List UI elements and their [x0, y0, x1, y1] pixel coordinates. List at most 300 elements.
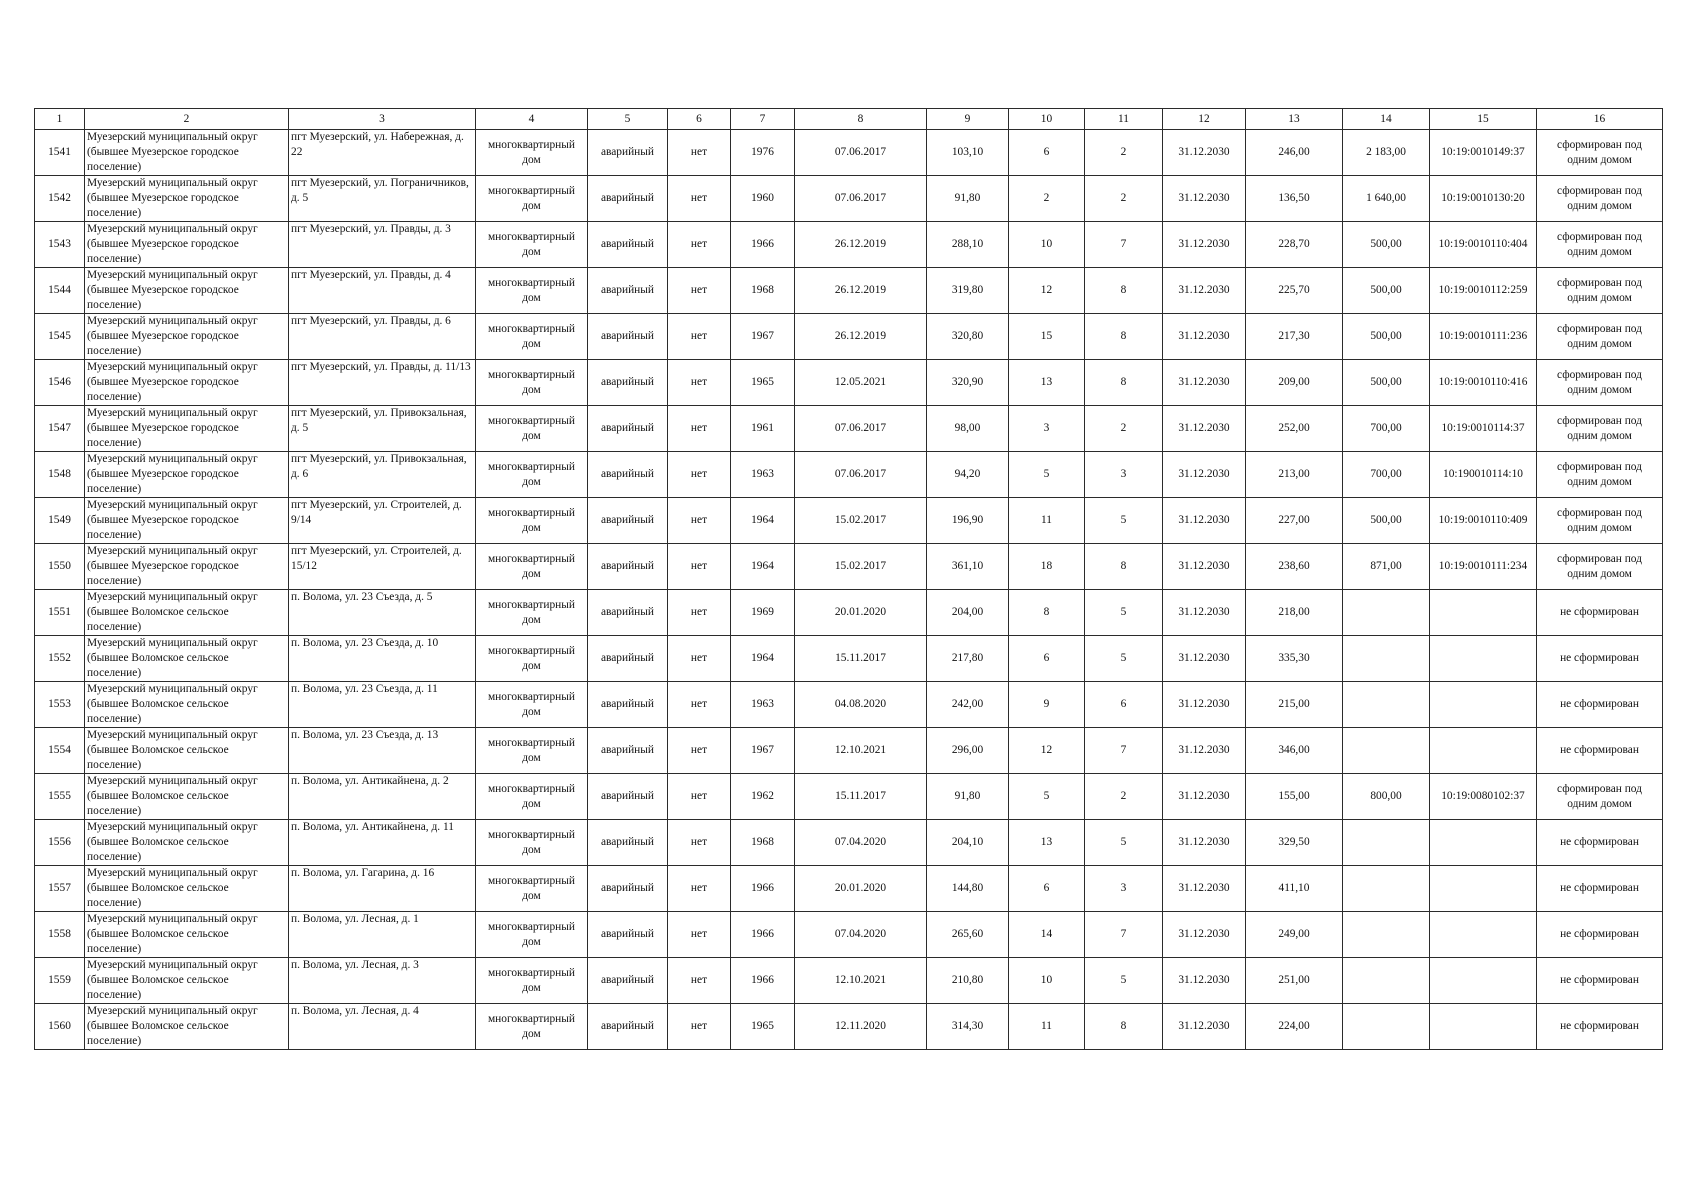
- cell-municipality: Муезерский муниципальный округ (бывшее Воломское сельское поселение): [85, 636, 289, 682]
- cell-deadline: 31.12.2030: [1163, 130, 1246, 176]
- cell-cost: 329,50: [1246, 820, 1343, 866]
- cell-house-type: многоквартирный дом: [476, 314, 588, 360]
- cell-flats: 3: [1085, 866, 1163, 912]
- cell-row-number: 1556: [35, 820, 85, 866]
- cell-flag: нет: [668, 590, 731, 636]
- cell-cost: 209,00: [1246, 360, 1343, 406]
- cell-deadline: 31.12.2030: [1163, 866, 1246, 912]
- cell-flag: нет: [668, 452, 731, 498]
- table-row: [35, 452, 1663, 498]
- cell-deadline: 31.12.2030: [1163, 452, 1246, 498]
- cell-flag: нет: [668, 774, 731, 820]
- cell-year-built: 1960: [731, 176, 795, 222]
- cell-condition: аварийный: [588, 866, 668, 912]
- table-row: [35, 728, 1663, 774]
- cell-cadastral-number: [1430, 636, 1537, 682]
- cell-house-type: многоквартирный дом: [476, 774, 588, 820]
- cell-address: пгт Муезерский, ул. Строителей, д. 9/14: [289, 498, 476, 544]
- cell-cadastral-number: 10:19:0010111:234: [1430, 544, 1537, 590]
- cell-deadline: 31.12.2030: [1163, 268, 1246, 314]
- cell-cadastral-number: 10:19:0010130:20: [1430, 176, 1537, 222]
- cell-house-type: многоквартирный дом: [476, 958, 588, 1004]
- cell-flag: нет: [668, 682, 731, 728]
- cell-row-number: 1546: [35, 360, 85, 406]
- cell-flag: нет: [668, 406, 731, 452]
- table-row: [35, 176, 1663, 222]
- cell-deadline: 31.12.2030: [1163, 314, 1246, 360]
- cell-flag: нет: [668, 314, 731, 360]
- cell-house-type: многоквартирный дом: [476, 820, 588, 866]
- cell-municipality: Муезерский муниципальный округ (бывшее Воломское сельское поселение): [85, 682, 289, 728]
- cell-land-status: не сформирован: [1537, 912, 1663, 958]
- cell-recognition-date: 04.08.2020: [795, 682, 927, 728]
- cell-land-area: [1343, 728, 1430, 774]
- cell-recognition-date: 12.10.2021: [795, 958, 927, 1004]
- cell-residents: 18: [1009, 544, 1085, 590]
- cell-municipality: Муезерский муниципальный округ (бывшее Муезерское городское поселение): [85, 406, 289, 452]
- cell-land-status: сформирован под одним домом: [1537, 774, 1663, 820]
- cell-address: пгт Муезерский, ул. Пограничников, д. 5: [289, 176, 476, 222]
- cell-flats: 2: [1085, 774, 1163, 820]
- cell-area: 91,80: [927, 176, 1009, 222]
- column-header-7: 7: [731, 109, 795, 130]
- cell-land-area: [1343, 682, 1430, 728]
- cell-address: п. Волома, ул. 23 Съезда, д. 13: [289, 728, 476, 774]
- cell-land-area: [1343, 866, 1430, 912]
- cell-flag: нет: [668, 130, 731, 176]
- cell-recognition-date: 26.12.2019: [795, 314, 927, 360]
- cell-condition: аварийный: [588, 360, 668, 406]
- cell-area: 314,30: [927, 1004, 1009, 1050]
- cell-year-built: 1966: [731, 222, 795, 268]
- cell-deadline: 31.12.2030: [1163, 544, 1246, 590]
- column-header-9: 9: [927, 109, 1009, 130]
- cell-flats: 5: [1085, 590, 1163, 636]
- cell-flats: 2: [1085, 406, 1163, 452]
- cell-area: 196,90: [927, 498, 1009, 544]
- cell-address: пгт Муезерский, ул. Правды, д. 3: [289, 222, 476, 268]
- cell-flag: нет: [668, 728, 731, 774]
- cell-row-number: 1544: [35, 268, 85, 314]
- cell-row-number: 1548: [35, 452, 85, 498]
- cell-condition: аварийный: [588, 1004, 668, 1050]
- cell-cost: 411,10: [1246, 866, 1343, 912]
- cell-flats: 8: [1085, 268, 1163, 314]
- cell-address: п. Волома, ул. Антикайнена, д. 2: [289, 774, 476, 820]
- cell-flag: нет: [668, 866, 731, 912]
- cell-row-number: 1555: [35, 774, 85, 820]
- cell-year-built: 1968: [731, 820, 795, 866]
- cell-condition: аварийный: [588, 406, 668, 452]
- cell-flag: нет: [668, 360, 731, 406]
- cell-cost: 217,30: [1246, 314, 1343, 360]
- cell-recognition-date: 26.12.2019: [795, 268, 927, 314]
- cell-land-area: 500,00: [1343, 268, 1430, 314]
- cell-area: 94,20: [927, 452, 1009, 498]
- cell-recognition-date: 12.10.2021: [795, 728, 927, 774]
- cell-house-type: многоквартирный дом: [476, 728, 588, 774]
- cell-flats: 5: [1085, 636, 1163, 682]
- column-header-4: 4: [476, 109, 588, 130]
- cell-municipality: Муезерский муниципальный округ (бывшее Воломское сельское поселение): [85, 820, 289, 866]
- cell-recognition-date: 20.01.2020: [795, 590, 927, 636]
- cell-year-built: 1969: [731, 590, 795, 636]
- cell-land-area: 500,00: [1343, 498, 1430, 544]
- cell-deadline: 31.12.2030: [1163, 222, 1246, 268]
- cell-land-status: сформирован под одним домом: [1537, 406, 1663, 452]
- cell-flats: 8: [1085, 314, 1163, 360]
- cell-cost: 249,00: [1246, 912, 1343, 958]
- cell-flats: 8: [1085, 544, 1163, 590]
- cell-cadastral-number: [1430, 1004, 1537, 1050]
- cell-cadastral-number: 10:190010114:10: [1430, 452, 1537, 498]
- cell-land-status: не сформирован: [1537, 682, 1663, 728]
- cell-area: 320,80: [927, 314, 1009, 360]
- table-row: [35, 222, 1663, 268]
- cell-address: пгт Муезерский, ул. Правды, д. 11/13: [289, 360, 476, 406]
- table-row: [35, 406, 1663, 452]
- cell-municipality: Муезерский муниципальный округ (бывшее Муезерское городское поселение): [85, 498, 289, 544]
- cell-year-built: 1976: [731, 130, 795, 176]
- cell-municipality: Муезерский муниципальный округ (бывшее Воломское сельское поселение): [85, 728, 289, 774]
- cell-condition: аварийный: [588, 912, 668, 958]
- cell-house-type: многоквартирный дом: [476, 268, 588, 314]
- table-row: [35, 314, 1663, 360]
- cell-house-type: многоквартирный дом: [476, 544, 588, 590]
- cell-flats: 2: [1085, 176, 1163, 222]
- cell-flats: 8: [1085, 1004, 1163, 1050]
- cell-year-built: 1968: [731, 268, 795, 314]
- cell-land-area: 500,00: [1343, 222, 1430, 268]
- cell-land-status: сформирован под одним домом: [1537, 498, 1663, 544]
- cell-recognition-date: 07.06.2017: [795, 176, 927, 222]
- cell-municipality: Муезерский муниципальный округ (бывшее Муезерское городское поселение): [85, 268, 289, 314]
- cell-house-type: многоквартирный дом: [476, 130, 588, 176]
- cell-land-status: сформирован под одним домом: [1537, 360, 1663, 406]
- cell-condition: аварийный: [588, 728, 668, 774]
- cell-cost: 251,00: [1246, 958, 1343, 1004]
- cell-cadastral-number: 10:19:0010114:37: [1430, 406, 1537, 452]
- cell-recognition-date: 07.04.2020: [795, 820, 927, 866]
- cell-recognition-date: 15.11.2017: [795, 636, 927, 682]
- cell-land-area: [1343, 590, 1430, 636]
- table-body: [35, 130, 1663, 1050]
- cell-year-built: 1967: [731, 314, 795, 360]
- column-header-12: 12: [1163, 109, 1246, 130]
- cell-land-status: не сформирован: [1537, 636, 1663, 682]
- cell-residents: 12: [1009, 728, 1085, 774]
- cell-area: 210,80: [927, 958, 1009, 1004]
- cell-land-status: сформирован под одним домом: [1537, 314, 1663, 360]
- table-row: [35, 774, 1663, 820]
- cell-year-built: 1961: [731, 406, 795, 452]
- cell-municipality: Муезерский муниципальный округ (бывшее Воломское сельское поселение): [85, 590, 289, 636]
- cell-area: 103,10: [927, 130, 1009, 176]
- cell-flag: нет: [668, 820, 731, 866]
- cell-condition: аварийный: [588, 130, 668, 176]
- cell-recognition-date: 15.02.2017: [795, 498, 927, 544]
- cell-year-built: 1964: [731, 498, 795, 544]
- cell-land-status: не сформирован: [1537, 590, 1663, 636]
- cell-address: пгт Муезерский, ул. Правды, д. 6: [289, 314, 476, 360]
- cell-land-area: 500,00: [1343, 314, 1430, 360]
- cell-row-number: 1559: [35, 958, 85, 1004]
- cell-year-built: 1965: [731, 1004, 795, 1050]
- cell-flag: нет: [668, 268, 731, 314]
- cell-residents: 12: [1009, 268, 1085, 314]
- cell-cadastral-number: [1430, 912, 1537, 958]
- cell-flats: 7: [1085, 222, 1163, 268]
- cell-condition: аварийный: [588, 268, 668, 314]
- cell-address: пгт Муезерский, ул. Набережная, д. 22: [289, 130, 476, 176]
- cell-recognition-date: 07.06.2017: [795, 406, 927, 452]
- cell-house-type: многоквартирный дом: [476, 452, 588, 498]
- cell-residents: 13: [1009, 820, 1085, 866]
- cell-deadline: 31.12.2030: [1163, 958, 1246, 1004]
- table-row: [35, 1004, 1663, 1050]
- table-row: [35, 590, 1663, 636]
- cell-cost: 346,00: [1246, 728, 1343, 774]
- cell-year-built: 1964: [731, 544, 795, 590]
- table-row: [35, 130, 1663, 176]
- cell-residents: 6: [1009, 636, 1085, 682]
- cell-recognition-date: 07.06.2017: [795, 452, 927, 498]
- cell-area: 320,90: [927, 360, 1009, 406]
- cell-address: п. Волома, ул. Антикайнена, д. 11: [289, 820, 476, 866]
- cell-year-built: 1963: [731, 452, 795, 498]
- cell-condition: аварийный: [588, 636, 668, 682]
- cell-municipality: Муезерский муниципальный округ (бывшее Муезерское городское поселение): [85, 314, 289, 360]
- cell-deadline: 31.12.2030: [1163, 406, 1246, 452]
- cell-deadline: 31.12.2030: [1163, 498, 1246, 544]
- cell-flag: нет: [668, 176, 731, 222]
- cell-land-status: сформирован под одним домом: [1537, 452, 1663, 498]
- cell-residents: 9: [1009, 682, 1085, 728]
- cell-flag: нет: [668, 498, 731, 544]
- cell-land-area: 2 183,00: [1343, 130, 1430, 176]
- cell-municipality: Муезерский муниципальный округ (бывшее Муезерское городское поселение): [85, 176, 289, 222]
- cell-year-built: 1963: [731, 682, 795, 728]
- cell-cost: 155,00: [1246, 774, 1343, 820]
- cell-flats: 5: [1085, 498, 1163, 544]
- cell-area: 288,10: [927, 222, 1009, 268]
- cell-cadastral-number: 10:19:0010149:37: [1430, 130, 1537, 176]
- cell-land-area: 1 640,00: [1343, 176, 1430, 222]
- cell-flats: 6: [1085, 682, 1163, 728]
- cell-residents: 5: [1009, 774, 1085, 820]
- cell-cadastral-number: 10:19:0010112:259: [1430, 268, 1537, 314]
- cell-flats: 5: [1085, 958, 1163, 1004]
- table-header: [35, 109, 1663, 130]
- cell-condition: аварийный: [588, 774, 668, 820]
- cell-year-built: 1967: [731, 728, 795, 774]
- cell-flag: нет: [668, 958, 731, 1004]
- cell-flag: нет: [668, 222, 731, 268]
- cell-row-number: 1545: [35, 314, 85, 360]
- cell-land-area: [1343, 636, 1430, 682]
- cell-recognition-date: 15.11.2017: [795, 774, 927, 820]
- cell-address: п. Волома, ул. 23 Съезда, д. 5: [289, 590, 476, 636]
- cell-municipality: Муезерский муниципальный округ (бывшее Воломское сельское поселение): [85, 866, 289, 912]
- table-row: [35, 682, 1663, 728]
- cell-land-status: не сформирован: [1537, 728, 1663, 774]
- column-header-8: 8: [795, 109, 927, 130]
- cell-area: 204,10: [927, 820, 1009, 866]
- cell-condition: аварийный: [588, 314, 668, 360]
- cell-house-type: многоквартирный дом: [476, 406, 588, 452]
- cell-year-built: 1966: [731, 866, 795, 912]
- table-row: [35, 820, 1663, 866]
- cell-recognition-date: 15.02.2017: [795, 544, 927, 590]
- cell-area: 361,10: [927, 544, 1009, 590]
- column-header-14: 14: [1343, 109, 1430, 130]
- cell-residents: 10: [1009, 958, 1085, 1004]
- cell-land-status: сформирован под одним домом: [1537, 222, 1663, 268]
- cell-cadastral-number: [1430, 866, 1537, 912]
- cell-land-status: сформирован под одним домом: [1537, 544, 1663, 590]
- cell-row-number: 1542: [35, 176, 85, 222]
- cell-cost: 246,00: [1246, 130, 1343, 176]
- cell-residents: 6: [1009, 866, 1085, 912]
- column-header-13: 13: [1246, 109, 1343, 130]
- cell-deadline: 31.12.2030: [1163, 636, 1246, 682]
- cell-flag: нет: [668, 1004, 731, 1050]
- column-header-3: 3: [289, 109, 476, 130]
- cell-cost: 136,50: [1246, 176, 1343, 222]
- cell-cost: 227,00: [1246, 498, 1343, 544]
- cell-recognition-date: 12.11.2020: [795, 1004, 927, 1050]
- cell-house-type: многоквартирный дом: [476, 222, 588, 268]
- cell-land-status: сформирован под одним домом: [1537, 176, 1663, 222]
- cell-address: п. Волома, ул. 23 Съезда, д. 11: [289, 682, 476, 728]
- cell-deadline: 31.12.2030: [1163, 176, 1246, 222]
- cell-residents: 2: [1009, 176, 1085, 222]
- cell-residents: 6: [1009, 130, 1085, 176]
- cell-flats: 7: [1085, 728, 1163, 774]
- cell-house-type: многоквартирный дом: [476, 176, 588, 222]
- cell-area: 242,00: [927, 682, 1009, 728]
- cell-recognition-date: 20.01.2020: [795, 866, 927, 912]
- cell-flag: нет: [668, 544, 731, 590]
- cell-area: 319,80: [927, 268, 1009, 314]
- cell-cadastral-number: [1430, 728, 1537, 774]
- cell-land-status: сформирован под одним домом: [1537, 268, 1663, 314]
- cell-row-number: 1553: [35, 682, 85, 728]
- cell-residents: 10: [1009, 222, 1085, 268]
- cell-land-status: не сформирован: [1537, 958, 1663, 1004]
- cell-row-number: 1554: [35, 728, 85, 774]
- cell-address: пгт Муезерский, ул. Строителей, д. 15/12: [289, 544, 476, 590]
- cell-cost: 238,60: [1246, 544, 1343, 590]
- column-header-1: 1: [35, 109, 85, 130]
- cell-condition: аварийный: [588, 682, 668, 728]
- cell-cost: 213,00: [1246, 452, 1343, 498]
- cell-cost: 218,00: [1246, 590, 1343, 636]
- cell-area: 265,60: [927, 912, 1009, 958]
- header-row: [35, 109, 1663, 130]
- cell-residents: 3: [1009, 406, 1085, 452]
- cell-house-type: многоквартирный дом: [476, 360, 588, 406]
- cell-row-number: 1549: [35, 498, 85, 544]
- cell-land-status: не сформирован: [1537, 820, 1663, 866]
- cell-row-number: 1557: [35, 866, 85, 912]
- cell-recognition-date: 26.12.2019: [795, 222, 927, 268]
- cell-deadline: 31.12.2030: [1163, 590, 1246, 636]
- cell-cost: 215,00: [1246, 682, 1343, 728]
- cell-year-built: 1962: [731, 774, 795, 820]
- cell-land-status: не сформирован: [1537, 866, 1663, 912]
- cell-condition: аварийный: [588, 176, 668, 222]
- cell-address: п. Волома, ул. Лесная, д. 1: [289, 912, 476, 958]
- cell-address: пгт Муезерский, ул. Привокзальная, д. 6: [289, 452, 476, 498]
- cell-year-built: 1966: [731, 958, 795, 1004]
- cell-house-type: многоквартирный дом: [476, 498, 588, 544]
- cell-cadastral-number: [1430, 590, 1537, 636]
- cell-recognition-date: 07.04.2020: [795, 912, 927, 958]
- cell-deadline: 31.12.2030: [1163, 360, 1246, 406]
- cell-residents: 14: [1009, 912, 1085, 958]
- cell-flats: 5: [1085, 820, 1163, 866]
- cell-recognition-date: 07.06.2017: [795, 130, 927, 176]
- cell-flag: нет: [668, 912, 731, 958]
- cell-house-type: многоквартирный дом: [476, 912, 588, 958]
- cell-cadastral-number: 10:19:0080102:37: [1430, 774, 1537, 820]
- cell-residents: 5: [1009, 452, 1085, 498]
- cell-row-number: 1547: [35, 406, 85, 452]
- cell-cost: 228,70: [1246, 222, 1343, 268]
- cell-house-type: многоквартирный дом: [476, 636, 588, 682]
- cell-condition: аварийный: [588, 590, 668, 636]
- table-row: [35, 866, 1663, 912]
- cell-deadline: 31.12.2030: [1163, 820, 1246, 866]
- cell-municipality: Муезерский муниципальный округ (бывшее Муезерское городское поселение): [85, 222, 289, 268]
- cell-address: пгт Муезерский, ул. Привокзальная, д. 5: [289, 406, 476, 452]
- cell-deadline: 31.12.2030: [1163, 682, 1246, 728]
- housing-registry-table: [34, 108, 1663, 1050]
- column-header-16: 16: [1537, 109, 1663, 130]
- cell-house-type: многоквартирный дом: [476, 682, 588, 728]
- column-header-15: 15: [1430, 109, 1537, 130]
- cell-flats: 7: [1085, 912, 1163, 958]
- cell-area: 217,80: [927, 636, 1009, 682]
- cell-condition: аварийный: [588, 222, 668, 268]
- cell-flag: нет: [668, 636, 731, 682]
- cell-cost: 252,00: [1246, 406, 1343, 452]
- cell-address: п. Волома, ул. Лесная, д. 4: [289, 1004, 476, 1050]
- cell-flats: 2: [1085, 130, 1163, 176]
- cell-cost: 225,70: [1246, 268, 1343, 314]
- cell-area: 144,80: [927, 866, 1009, 912]
- cell-cadastral-number: [1430, 820, 1537, 866]
- cell-house-type: многоквартирный дом: [476, 590, 588, 636]
- cell-address: пгт Муезерский, ул. Правды, д. 4: [289, 268, 476, 314]
- cell-cost: 335,30: [1246, 636, 1343, 682]
- cell-land-area: [1343, 912, 1430, 958]
- cell-land-area: 700,00: [1343, 406, 1430, 452]
- table-row: [35, 268, 1663, 314]
- cell-address: п. Волома, ул. Гагарина, д. 16: [289, 866, 476, 912]
- table-row: [35, 360, 1663, 406]
- cell-row-number: 1551: [35, 590, 85, 636]
- cell-deadline: 31.12.2030: [1163, 774, 1246, 820]
- cell-residents: 13: [1009, 360, 1085, 406]
- cell-recognition-date: 12.05.2021: [795, 360, 927, 406]
- table-row: [35, 912, 1663, 958]
- cell-land-area: 800,00: [1343, 774, 1430, 820]
- cell-land-status: сформирован под одним домом: [1537, 130, 1663, 176]
- cell-residents: 15: [1009, 314, 1085, 360]
- column-header-10: 10: [1009, 109, 1085, 130]
